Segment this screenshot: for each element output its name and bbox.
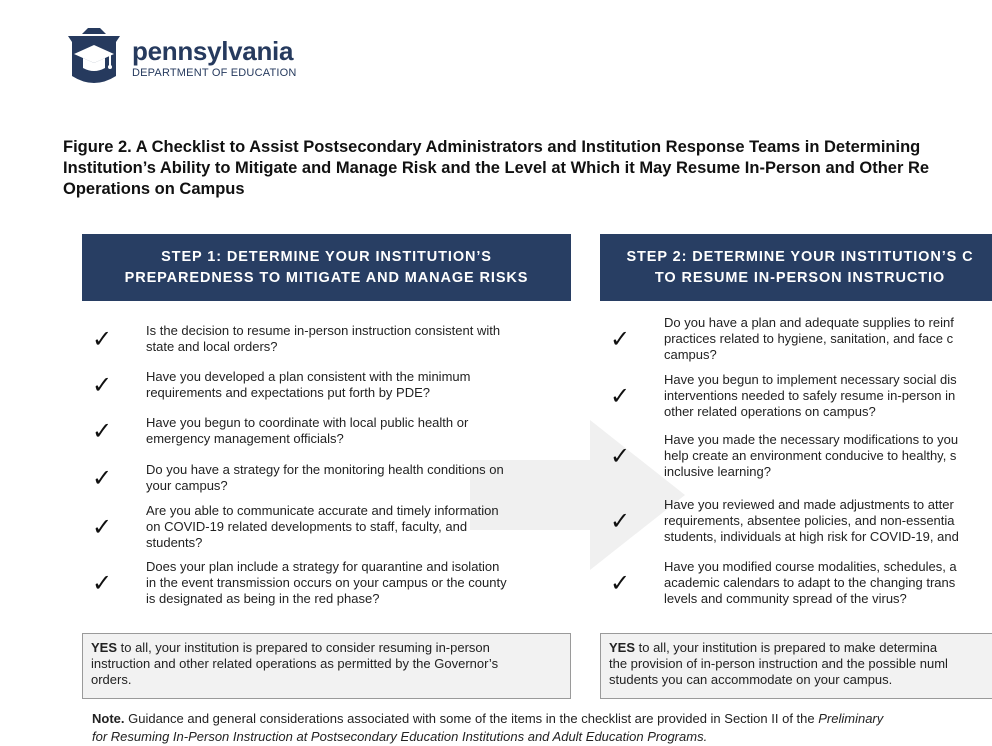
- item-text: help create an environment conducive to healthy, s: [664, 448, 957, 463]
- checkmark-icon: ✓: [92, 513, 113, 541]
- step2-header-line: TO RESUME IN-PERSON INSTRUCTIO: [654, 269, 946, 286]
- item-text: in the event transmission occurs on your campus or the county: [146, 575, 507, 590]
- logo-name: pennsylvania: [132, 36, 294, 66]
- item-text: practices related to hygiene, sanitation, and face c: [664, 331, 954, 346]
- arrow-right-icon: [470, 420, 690, 570]
- item-text: your campus?: [146, 478, 228, 493]
- item-text: Does your plan include a strategy for quarantine and isolation: [146, 559, 500, 574]
- item-text: other related operations on campus?: [664, 404, 876, 419]
- conclusion-text: students you can accommodate on your campus.: [609, 672, 893, 687]
- step2-header: [600, 234, 992, 301]
- item-text: students?: [146, 535, 203, 550]
- checkmark-icon: ✓: [92, 417, 113, 445]
- item-text: Have you reviewed and made adjustments to atter: [664, 497, 954, 512]
- item-text: state and local orders?: [146, 339, 278, 354]
- step1-header-line: PREPAREDNESS TO MITIGATE AND MANAGE RISKS: [124, 269, 529, 286]
- checkmark-icon: ✓: [610, 507, 631, 535]
- figure-title-line: Institution’s Ability to Mitigate and Manage Risk and the Level at Which it May Resume In-Person and Other Re: [63, 159, 930, 177]
- checkmark-icon: ✓: [92, 371, 113, 399]
- checkmark-icon: ✓: [610, 569, 631, 597]
- figure-note: [92, 710, 883, 746]
- note-text: Guidance and general considerations associated with some of the items in the checklist are provided in Section II of the: [124, 711, 819, 726]
- keystone-graduation-cap-icon: [62, 28, 126, 92]
- item-text: Do you have a strategy for the monitoring health conditions on: [146, 462, 504, 477]
- checkmark-icon: ✓: [92, 569, 113, 597]
- item-text: levels and community spread of the virus?: [664, 591, 907, 606]
- step1-header-line: STEP 1: DETERMINE YOUR INSTITUTION’S: [161, 248, 492, 265]
- note-reference: Preliminary: [818, 711, 884, 726]
- item-text: requirements, absentee policies, and non-essentia: [664, 513, 955, 528]
- checkmark-icon: ✓: [610, 325, 631, 353]
- checkmark-icon: ✓: [92, 325, 113, 353]
- item-text: is designated as being in the red phase?: [146, 591, 380, 606]
- item-text: requirements and expectations put forth by PDE?: [146, 385, 430, 400]
- logo-subtitle: DEPARTMENT OF EDUCATION: [132, 67, 297, 79]
- conclusion-text: orders.: [91, 672, 132, 687]
- item-text: Have you developed a plan consistent with the minimum: [146, 369, 471, 384]
- item-text: Have you begun to implement necessary social dis: [664, 372, 957, 387]
- note-label: Note.: [92, 711, 125, 726]
- item-text: Have you modified course modalities, schedules, a: [664, 559, 957, 574]
- conclusion-text: instruction and other related operations as permitted by the Governor’s: [91, 656, 499, 671]
- step2-conclusion-box: [600, 633, 992, 699]
- checkmark-icon: ✓: [610, 382, 631, 410]
- yes-label: YES: [609, 640, 636, 655]
- item-text: Have you begun to coordinate with local public health or: [146, 415, 469, 430]
- item-text: on COVID-19 related developments to staff, faculty, and: [146, 519, 468, 534]
- figure-title-line: Figure 2. A Checklist to Assist Postsecondary Administrators and Institution Response Teams in Determining: [63, 138, 921, 156]
- step1-conclusion-box: [82, 633, 571, 699]
- checkmark-icon: ✓: [610, 442, 631, 470]
- item-text: Have you made the necessary modifications to you: [664, 432, 959, 447]
- item-text: Are you able to communicate accurate and timely information: [146, 503, 499, 518]
- figure-title: [63, 137, 992, 200]
- yes-label: YES: [91, 640, 118, 655]
- item-text: Is the decision to resume in-person instruction consistent with: [146, 323, 501, 338]
- note-reference: for Resuming In-Person Instruction at Postsecondary Education Institutions and Adult Education Programs.: [92, 729, 708, 744]
- conclusion-text: the provision of in-person instruction and the possible numl: [609, 656, 948, 671]
- item-text: academic calendars to adapt to the changing trans: [664, 575, 956, 590]
- step1-header: [82, 234, 571, 301]
- item-text: Do you have a plan and adequate supplies to reinf: [664, 315, 954, 330]
- checkmark-icon: ✓: [92, 464, 113, 492]
- item-text: interventions needed to safely resume in-person in: [664, 388, 956, 403]
- item-text: students, individuals at high risk for COVID-19, and: [664, 529, 959, 544]
- conclusion-text: to all, your institution is prepared to consider resuming in-person: [117, 640, 490, 655]
- item-text: emergency management officials?: [146, 431, 344, 446]
- item-text: campus?: [664, 347, 717, 362]
- conclusion-text: to all, your institution is prepared to make determina: [635, 640, 938, 655]
- step2-header-line: STEP 2: DETERMINE YOUR INSTITUTION’S C: [626, 248, 974, 265]
- item-text: inclusive learning?: [664, 464, 771, 479]
- figure-title-line: Operations on Campus: [63, 180, 245, 198]
- pde-logo: [62, 28, 297, 92]
